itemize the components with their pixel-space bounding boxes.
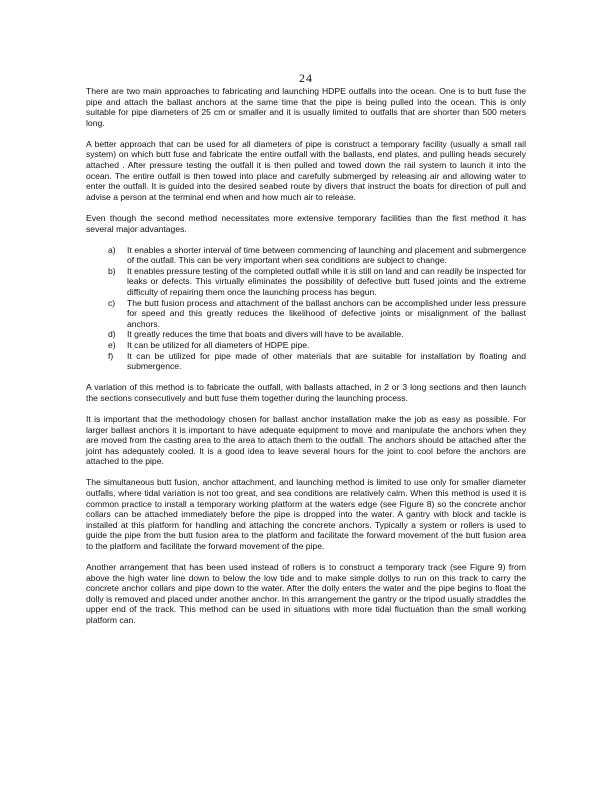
list-item-text: It enables pressure testing of the completed outfall while it is still on land and can readily be inspected for leaks or defects. This virtually eliminates the possibility of defective butt fused joints and the extreme difficulty of repairing them once the launching process has begun. bbox=[127, 265, 526, 297]
list-item bbox=[86, 329, 526, 340]
list-item bbox=[86, 351, 526, 372]
paragraph-variation: A variation of this method is to fabricate the outfall, with ballasts attached, in 2 or 3 long sections and then launch the sections consecutively and butt fuse them together during the launching process. bbox=[86, 382, 526, 403]
paragraph-simultaneous-method: The simultaneous butt fusion, anchor attachment, and launching method is limited to use only for smaller diameter outfalls, where tidal variation is not too great, and sea conditions are relatively calm. When this method is used it is common practice to install a temporary working platform at the waters edge (see Figure 8) so the concrete anchor collars can be attached immediately before the pipe is dropped into the water. A gantry with block and tackle is installed at this platform for handling and attaching the concrete anchors. Typically a system or rollers is used to guide the pipe from the butt fusion area to the platform and facilitate the forward movement of the butt fusion area to the platform and facilitate the forward movement of the pipe. bbox=[86, 477, 526, 551]
list-marker: b) bbox=[108, 265, 116, 276]
list-item-text: It can be utilized for pipe made of other materials that are suitable for installation by floating and submergence. bbox=[127, 350, 526, 372]
list-item-text: The butt fusion process and attachment of the ballast anchors can be accomplished under less pressure for speed and this greatly reduces the likelihood of defective joints or misalignment of the ballast anchors. bbox=[127, 297, 526, 329]
list-marker: a) bbox=[108, 244, 116, 255]
list-item bbox=[86, 340, 526, 351]
list-marker: d) bbox=[108, 329, 116, 340]
page-number: 24 bbox=[299, 71, 313, 85]
list-item-text: It enables a shorter interval of time between commencing of launching and placement and submergence of the outfall. This can be very important when sea conditions are subject to change. bbox=[127, 244, 526, 266]
paragraph-methodology: It is important that the methodology chosen for ballast anchor installation make the job as easy as possible. For larger ballast anchors it is important to have adequate equipment to move and manipulate the anchors when they are moved from the casting area to the area to attach them to the outfall. The anchors should be attached after the joint has adequately cooled. It is a good idea to leave several hours for the joint to cool before the anchors are attached to the pipe. bbox=[86, 413, 526, 467]
list-item bbox=[86, 298, 526, 330]
document-body bbox=[86, 86, 526, 636]
list-item bbox=[86, 245, 526, 266]
list-item-text: It greatly reduces the time that boats and divers will have to be available. bbox=[127, 329, 404, 340]
paragraph-better-approach: A better approach that can be used for all diameters of pipe is construct a temporary facility (usually a small rail system) on which butt fuse and fabricate the entire outfall with the ballasts, end plates, and pulling heads securely attached . After pressure testing the outfall it is then pulled and towed down the rail system to launch it into the ocean. The entire outfall is then towed into place and carefully submerged by releasing air and allowing water to enter the outfall. It is guided into the desired seabed route by divers that instruct the boats for direction of pull and advise a person at the terminal end when and how much air to release. bbox=[86, 138, 526, 202]
paragraph-track-arrangement: Another arrangement that has been used instead of rollers is to construct a temporary track (see Figure 9) from above the high water line down to below the low tide and to make simple dollys to run on this track to carry the concrete anchor collars and pipe down to the water. After the dolly enters the water and the pipe begins to float the dolly is removed and placed under another anchor. In this arrangement the gantry or the tripod usually straddles the upper end of the track. This method can be used in situations with more tidal fluctuation than the small working platform can. bbox=[86, 562, 526, 626]
advantages-list bbox=[86, 245, 526, 372]
paragraph-approaches: There are two main approaches to fabricating and launching HDPE outfalls into the ocean. One is to butt fuse the pipe and attach the ballast anchors at the same time that the pipe is being pulled into the ocean. This is only suitable for pipe diameters of 25 cm or smaller and it is usually limited to outfalls that are shorter than 500 meters long. bbox=[86, 86, 526, 128]
list-marker: e) bbox=[108, 339, 116, 350]
paragraph-advantages-intro: Even though the second method necessitates more extensive temporary facilities than the first method it has several major advantages. bbox=[86, 212, 526, 234]
list-marker: c) bbox=[108, 297, 116, 308]
list-marker: f) bbox=[108, 350, 114, 361]
list-item bbox=[86, 266, 526, 298]
list-item-text: It can be utilized for all diameters of HDPE pipe. bbox=[127, 339, 310, 350]
